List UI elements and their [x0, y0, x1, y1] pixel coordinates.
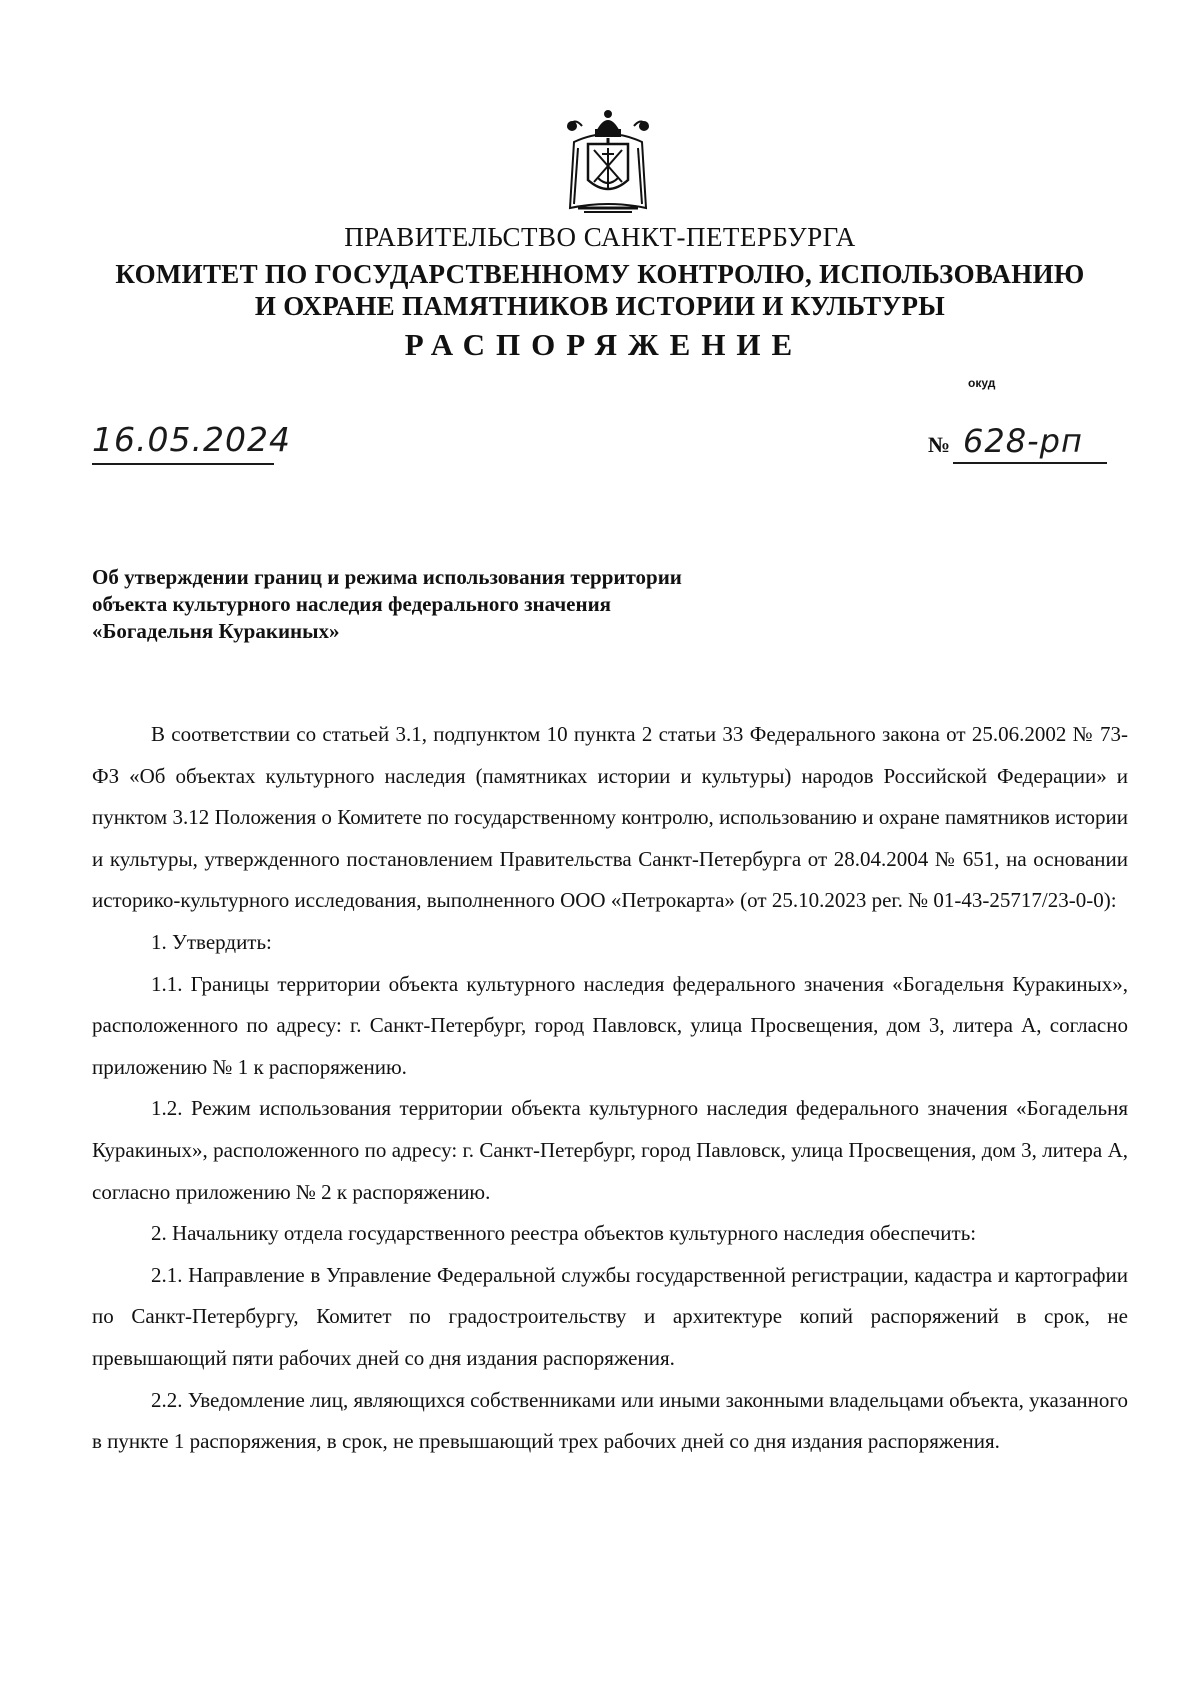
- committee-title-line1: КОМИТЕТ ПО ГОСУДАРСТВЕННОМУ КОНТРОЛЮ, ИСПОЛЬЗОВАНИЮ: [115, 259, 1085, 289]
- body-paragraph-2-1: 2.1. Направление в Управление Федеральной службы государственной регистрации, кадастра и картографии по Санкт-Петербургу, Комитет по градостроительству и архитектуре копий распоряжений в срок, не превышающий пяти рабочих дней со дня издания распоряжения.: [92, 1262, 1128, 1370]
- body-paragraph-2: 2. Начальнику отдела государственного реестра объектов культурного наследия обеспечить:: [151, 1221, 977, 1246]
- document-subject: [92, 564, 852, 645]
- body-paragraph-1: 1. Утвердить:: [151, 929, 272, 954]
- subject-line: Об утверждении границ и режима использования территории: [92, 565, 682, 589]
- coat-of-arms-icon: [564, 108, 652, 216]
- body-paragraph-2-2: 2.2. Уведомление лиц, являющихся собственниками или иными законными владельцами объекта, указанного в пункте 1 распоряжения, в срок, не превышающий трех рабочих дней со дня издания распоряжения.: [92, 1387, 1128, 1454]
- body-paragraph-1-1: 1.1. Границы территории объекта культурного наследия федерального значения «Богадельня Куракиных», расположенного по адресу: г. Санкт-Петербург, город Павловск, улица Просвещения, дом 3, литера А, согласно приложению № 1 к распоряжению.: [92, 971, 1128, 1079]
- committee-title-line2: И ОХРАНЕ ПАМЯТНИКОВ ИСТОРИИ И КУЛЬТУРЫ: [254, 291, 946, 321]
- document-number: 628-рп: [963, 422, 1083, 460]
- date-underline: [92, 463, 274, 465]
- body-paragraph-preamble: В соответствии со статьей 3.1, подпунктом 10 пункта 2 статьи 33 Федерального закона от 25.06.2002 № 73-ФЗ «Об объектах культурного наследия (памятниках истории и культуры) народов Российской Федерации» и пунктом 3.12 Положения о Комитете по государственному контролю, использованию и охране памятников истории и культуры, утвержденного постановлением Правительства Санкт-Петербурга от 28.04.2004 № 651, на основании историко-культурного исследования, выполненного ООО «Петрокарта» (от 25.10.2023 рег. № 01-43-25717/23-0-0):: [92, 722, 1128, 913]
- document-type: РАСПОРЯЖЕНИЕ: [404, 327, 804, 362]
- government-title: ПРАВИТЕЛЬСТВО САНКТ-ПЕТЕРБУРГА: [344, 222, 856, 252]
- subject-line: объекта культурного наследия федерального значения: [92, 592, 612, 616]
- okud-label: окуд: [968, 376, 996, 390]
- subject-line: «Богадельня Куракиных»: [92, 619, 340, 643]
- number-sign: №: [928, 432, 951, 457]
- document-date: 16.05.2024: [92, 420, 291, 459]
- number-underline: [953, 462, 1107, 464]
- document-body: [92, 714, 1128, 1463]
- body-paragraph-1-2: 1.2. Режим использования территории объекта культурного наследия федерального значения «Богадельня Куракиных», расположенного по адресу: г. Санкт-Петербург, город Павловск, улица Просвещения, дом 3, литера А, согласно приложению № 2 к распоряжению.: [92, 1096, 1128, 1204]
